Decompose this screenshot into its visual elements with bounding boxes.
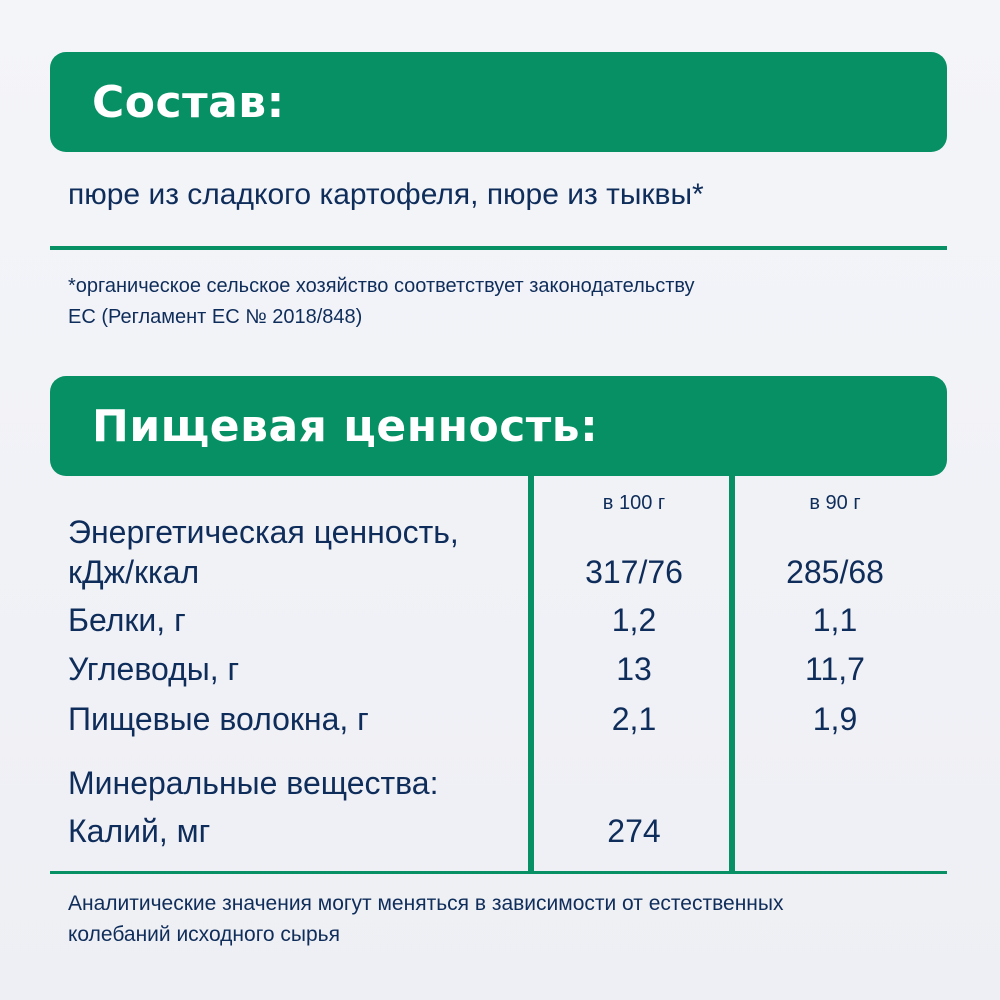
column-header-per-100g: в 100 г [602, 492, 666, 514]
row-label-carbohydrates: Углеводы, г [68, 651, 240, 687]
organic-footnote [68, 271, 868, 333]
row-label-fiber: Пищевые волокна, г [68, 701, 369, 737]
energy-per-90g: 285/68 [786, 554, 884, 590]
section-divider [50, 246, 947, 250]
ingredients-text: пюре из сладкого картофеля, пюре из тыквы* [68, 178, 704, 211]
carbohydrates-per-90g: 11,7 [805, 651, 865, 687]
row-label-potassium: Калий, мг [68, 813, 211, 849]
nutrition-banner [50, 376, 947, 476]
fiber-per-90g: 1,9 [812, 701, 858, 737]
table-bottom-divider [50, 871, 947, 874]
composition-heading: Состав: [92, 76, 285, 128]
footnote-line: *органическое сельское хозяйство соответствует законодательству [68, 275, 695, 297]
nutrition-heading: Пищевая ценность: [92, 400, 599, 452]
composition-banner [50, 52, 947, 152]
analytical-values-disclaimer [68, 888, 948, 950]
column-header-per-90g: в 90 г [809, 492, 861, 514]
row-label-protein: Белки, г [68, 602, 186, 638]
protein-per-100g: 1,2 [611, 602, 657, 638]
row-label-minerals: Минеральные вещества: [68, 765, 439, 801]
footnote-line: ЕС (Регламент ЕС № 2018/848) [68, 306, 363, 328]
energy-per-100g: 317/76 [585, 554, 683, 590]
row-label-energy: Энергетическая ценность, [68, 514, 459, 550]
protein-per-90g: 1,1 [812, 602, 858, 638]
potassium-per-100g: 274 [607, 813, 661, 849]
fiber-per-100g: 2,1 [611, 701, 657, 737]
row-label-energy-unit: кДж/ккал [68, 554, 200, 590]
disclaimer-line: Аналитические значения могут меняться в зависимости от естественных [68, 892, 784, 915]
disclaimer-line: колебаний исходного сырья [68, 923, 340, 946]
carbohydrates-per-100g: 13 [616, 651, 652, 687]
